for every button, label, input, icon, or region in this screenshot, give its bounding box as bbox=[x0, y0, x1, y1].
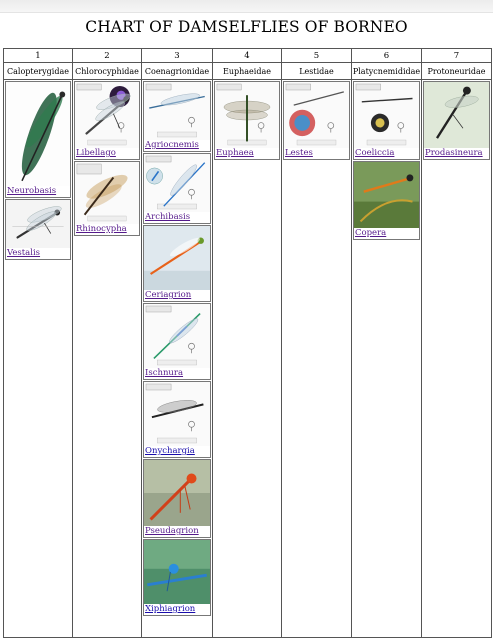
genus-image[interactable] bbox=[215, 82, 279, 148]
genus-image[interactable] bbox=[144, 460, 210, 526]
genus-card bbox=[353, 161, 420, 240]
browser-top-strip bbox=[0, 0, 493, 13]
dragonfly-illustration-icon bbox=[75, 82, 139, 148]
dragonfly-illustration-icon bbox=[144, 226, 210, 290]
genus-image[interactable] bbox=[144, 304, 210, 368]
dragonfly-illustration-icon bbox=[144, 382, 210, 446]
genus-card bbox=[143, 81, 211, 152]
family-column bbox=[73, 80, 142, 638]
dragonfly-illustration-icon bbox=[215, 82, 279, 148]
genus-card bbox=[143, 381, 211, 458]
dragonfly-illustration-icon bbox=[75, 162, 139, 224]
genus-card bbox=[5, 199, 71, 260]
genus-link[interactable]: Xiphiagrion bbox=[145, 604, 196, 614]
genus-link[interactable]: Coeliccia bbox=[355, 148, 395, 158]
family-column bbox=[352, 80, 422, 638]
dragonfly-illustration-icon bbox=[144, 460, 210, 526]
genus-link[interactable]: Lestes bbox=[285, 148, 313, 158]
damselfly-chart-table bbox=[3, 48, 492, 638]
column-number: 2 bbox=[73, 49, 142, 63]
family-name: Calopterygidae bbox=[4, 63, 73, 80]
genus-link[interactable]: Archibasis bbox=[145, 212, 191, 222]
dragonfly-illustration-icon bbox=[144, 540, 210, 604]
genus-link[interactable]: Rhinocypha bbox=[76, 224, 127, 234]
genus-link[interactable]: Neurobasis bbox=[7, 186, 57, 196]
genus-image[interactable] bbox=[144, 226, 210, 290]
genus-image[interactable] bbox=[284, 82, 349, 148]
column-number: 4 bbox=[213, 49, 282, 63]
genus-image[interactable] bbox=[144, 154, 210, 212]
column-number: 7 bbox=[422, 49, 492, 63]
genus-link[interactable]: Vestalis bbox=[7, 248, 41, 258]
genus-link[interactable]: Ceriagrion bbox=[145, 290, 192, 300]
dragonfly-illustration-icon bbox=[144, 154, 210, 212]
genus-image[interactable] bbox=[75, 162, 139, 224]
genus-image[interactable] bbox=[6, 200, 70, 248]
family-column bbox=[4, 80, 73, 638]
genus-image[interactable] bbox=[144, 82, 210, 140]
dragonfly-illustration-icon bbox=[284, 82, 349, 148]
genus-card bbox=[74, 81, 140, 160]
family-column bbox=[422, 80, 492, 638]
family-column bbox=[142, 80, 213, 638]
page-title: CHART OF DAMSELFLIES OF BORNEO bbox=[85, 18, 408, 36]
genus-card bbox=[74, 161, 140, 236]
column-number: 5 bbox=[282, 49, 352, 63]
family-column bbox=[282, 80, 352, 638]
column-number: 1 bbox=[4, 49, 73, 63]
genus-card bbox=[143, 459, 211, 538]
family-name: Coenagrionidae bbox=[142, 63, 213, 80]
family-name: Lestidae bbox=[282, 63, 352, 80]
genus-image[interactable] bbox=[424, 82, 489, 148]
genus-card bbox=[283, 81, 350, 160]
column-number-row bbox=[4, 49, 492, 63]
genus-image[interactable] bbox=[354, 82, 419, 148]
column-number: 6 bbox=[352, 49, 422, 63]
genus-image[interactable] bbox=[144, 540, 210, 604]
family-name-row bbox=[4, 63, 492, 80]
genus-card bbox=[143, 153, 211, 224]
genus-card bbox=[214, 81, 280, 160]
genus-image[interactable] bbox=[144, 382, 210, 446]
family-name: Euphaeidae bbox=[213, 63, 282, 80]
genus-card bbox=[143, 225, 211, 302]
column-number: 3 bbox=[142, 49, 213, 63]
family-name: Protoneuridae bbox=[422, 63, 492, 80]
genus-link[interactable]: Ischnura bbox=[145, 368, 184, 378]
family-column bbox=[213, 80, 282, 638]
genus-image[interactable] bbox=[6, 82, 70, 186]
genera-row bbox=[4, 80, 492, 638]
genus-image[interactable] bbox=[75, 82, 139, 148]
dragonfly-illustration-icon bbox=[144, 82, 210, 140]
genus-card bbox=[423, 81, 490, 160]
genus-card bbox=[143, 539, 211, 616]
family-name: Platycnemididae bbox=[352, 63, 422, 80]
dragonfly-illustration-icon bbox=[6, 82, 70, 186]
genus-link[interactable]: Onychargia bbox=[145, 446, 195, 456]
genus-card bbox=[5, 81, 71, 198]
genus-link[interactable]: Agriocnemis bbox=[145, 140, 199, 150]
dragonfly-illustration-icon bbox=[354, 162, 419, 228]
dragonfly-illustration-icon bbox=[424, 82, 489, 148]
genus-link[interactable]: Prodasineura bbox=[425, 148, 483, 158]
genus-link[interactable]: Pseudagrion bbox=[145, 526, 199, 536]
dragonfly-illustration-icon bbox=[144, 304, 210, 368]
genus-link[interactable]: Euphaea bbox=[216, 148, 254, 158]
family-name: Chlorocyphidae bbox=[73, 63, 142, 80]
dragonfly-illustration-icon bbox=[354, 82, 419, 148]
genus-image[interactable] bbox=[354, 162, 419, 228]
dragonfly-illustration-icon bbox=[6, 200, 70, 248]
genus-card bbox=[143, 303, 211, 380]
genus-card bbox=[353, 81, 420, 160]
genus-link[interactable]: Copera bbox=[355, 228, 387, 238]
genus-link[interactable]: Libellago bbox=[76, 148, 116, 158]
